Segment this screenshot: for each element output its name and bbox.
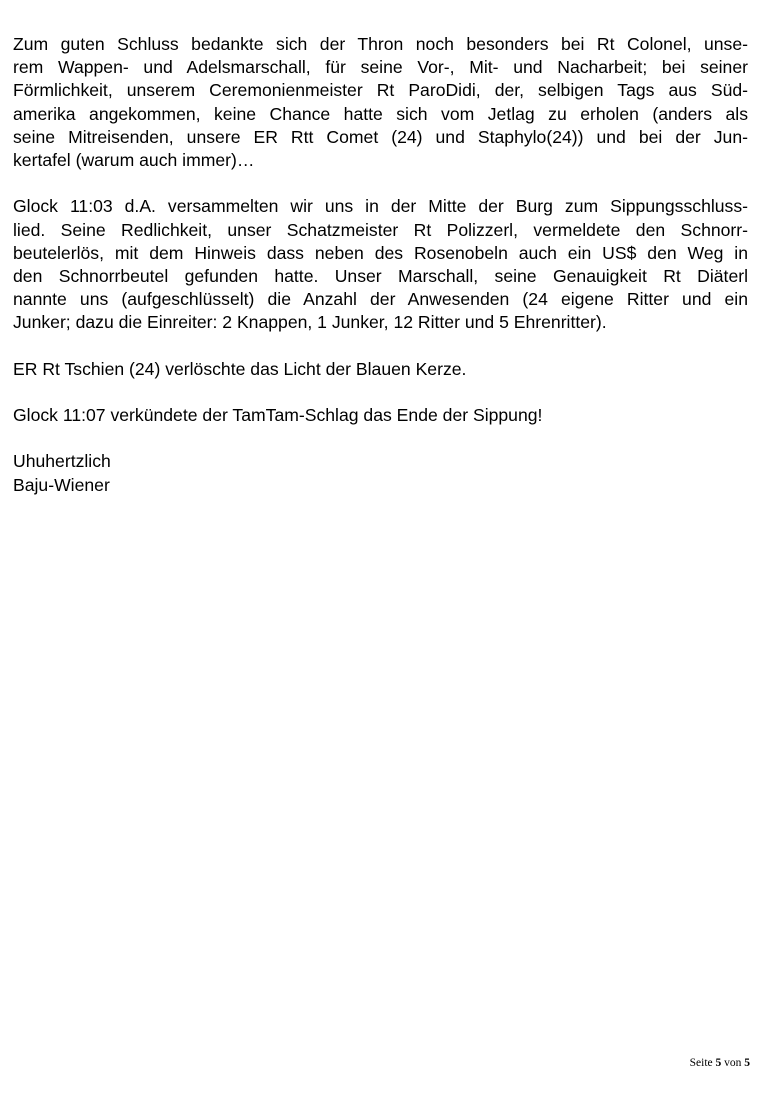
paragraph-candle xyxy=(13,358,748,381)
author-name: Baju-Wiener xyxy=(13,474,110,495)
text-line: Glock 11:07 verkündete der TamTam-Schlag das Ende der Sippung! xyxy=(13,405,543,425)
paragraph-spacer xyxy=(13,172,748,195)
text-line: ER Rt Tschien (24) verlöschte das Licht der Blauen Kerze. xyxy=(13,358,467,379)
current-page-number: 5 xyxy=(715,1057,722,1069)
text-line: seine Mitreisenden, unsere ER Rtt Comet (24) und Staphylo(24)) und bei der Jun- xyxy=(13,126,748,147)
text-line: beutelerlös, mit dem Hinweis dass neben des Rosenobeln auch ein US$ den Weg in xyxy=(13,242,748,263)
total-page-count: 5 xyxy=(744,1057,750,1069)
signature-block xyxy=(13,450,748,496)
page-label: Seite xyxy=(689,1057,713,1069)
page-number-footer xyxy=(690,1057,750,1069)
paragraph-closing-song xyxy=(13,195,748,334)
text-line: Junker; dazu die Einreiter: 2 Knappen, 1 Junker, 12 Ritter und 5 Ehrenritter). xyxy=(13,312,607,333)
paragraph-spacer xyxy=(13,334,748,357)
paragraph-closing-thanks xyxy=(13,33,748,172)
text-line: Förmlichkeit, unserem Ceremonienmeister Rt ParoDidi, der, selbigen Tags aus Süd- xyxy=(13,80,748,101)
paragraph-spacer xyxy=(13,381,748,404)
text-line: rem Wappen- und Adelsmarschall, für seine Vor-, Mit- und Nacharbeit; bei seiner xyxy=(13,57,748,78)
document-body xyxy=(13,33,748,497)
text-line: Zum guten Schluss bedankte sich der Thron noch besonders bei Rt Colonel, unse- xyxy=(13,34,748,54)
closing-greeting: Uhuhertzlich xyxy=(13,451,111,472)
text-line: Glock 11:03 d.A. versammelten wir uns in der Mitte der Burg zum Sippungsschluss- xyxy=(13,196,748,217)
paragraph-spacer xyxy=(13,427,748,450)
text-line: lied. Seine Redlichkeit, unser Schatzmeister Rt Polizzerl, vermeldete den Schnorr- xyxy=(13,219,748,240)
page-separator: von xyxy=(724,1057,742,1069)
paragraph-end-of-meeting xyxy=(13,404,748,427)
text-line: kertafel (warum auch immer)… xyxy=(13,149,255,170)
text-line: nannte uns (aufgeschlüsselt) die Anzahl der Anwesenden (24 eigene Ritter und ein xyxy=(13,289,748,310)
text-line: amerika angekommen, keine Chance hatte sich vom Jetlag zu erholen (anders als xyxy=(13,103,748,124)
text-line: den Schnorrbeutel gefunden hatte. Unser Marschall, seine Genauigkeit Rt Diäterl xyxy=(13,265,748,286)
